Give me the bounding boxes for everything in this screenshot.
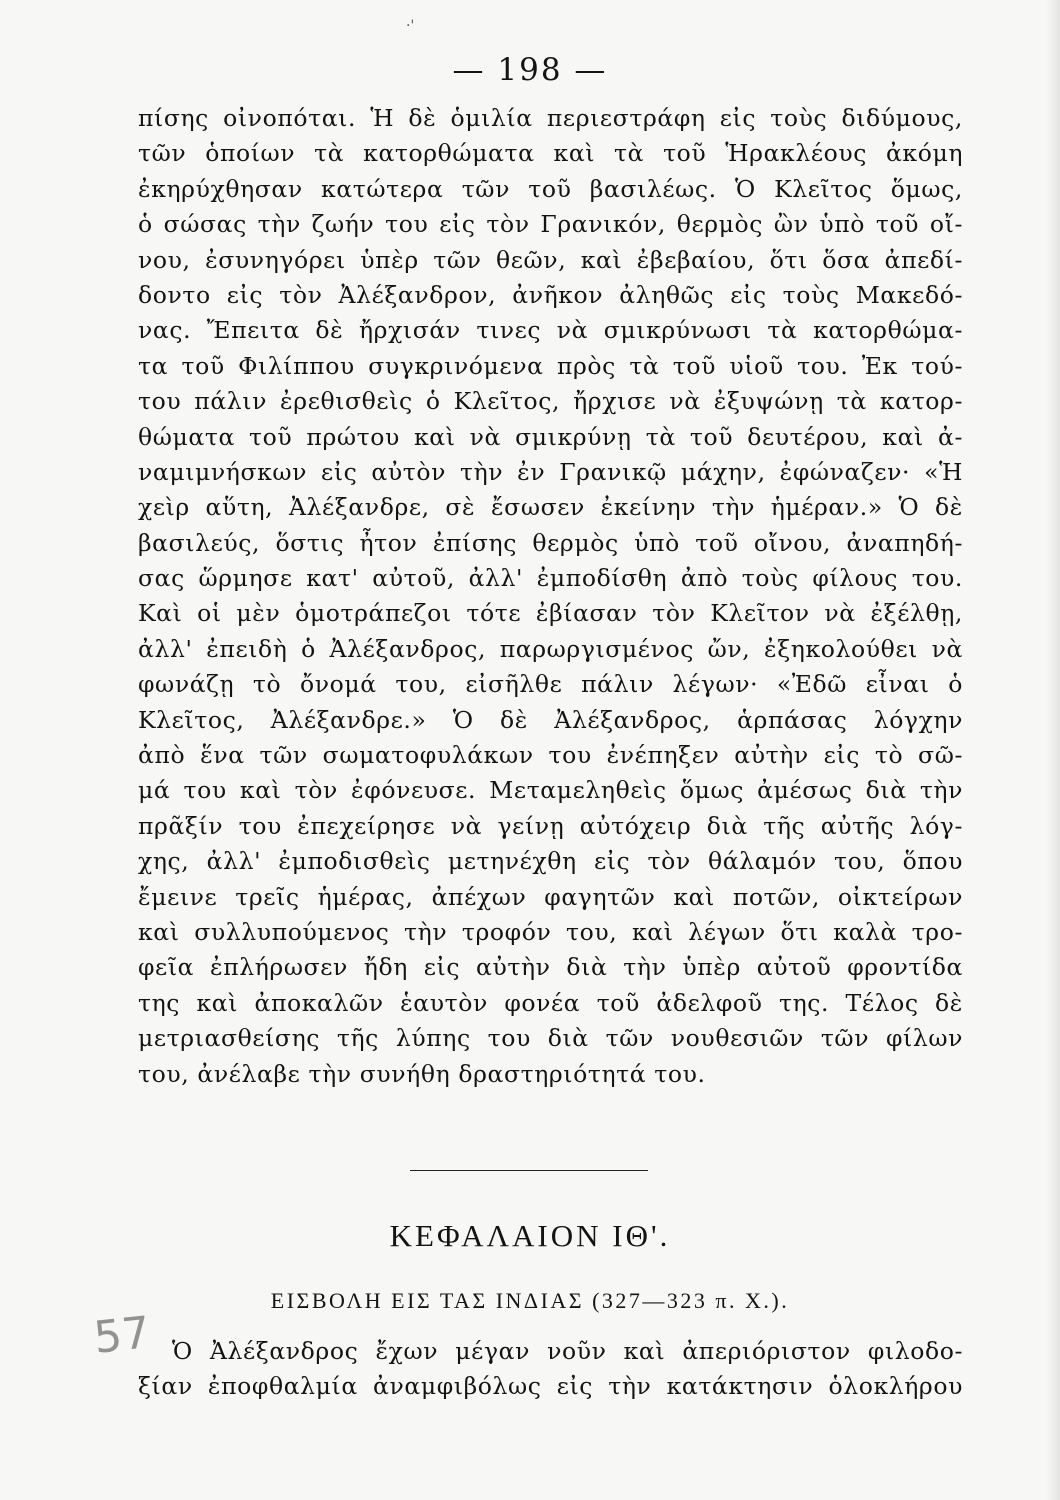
text-line: Καὶ οἱ μὲν ὁμοτράπεζοι τότε ἐβίασαν τὸν Κλεῖτον νὰ ἐξέλθῃ, <box>138 599 963 628</box>
text-line: τῶν ὁποίων τὰ κατορθώματα καὶ τὰ τοῦ Ἡρακλέους ἀκόμη <box>138 139 963 168</box>
text-line: νου, ἐσυνηγόρει ὑπὲρ τῶν θεῶν, καὶ ἐβεβαίου, ὅτι ὅσα ἀπεδί- <box>138 245 963 274</box>
text-line: Κλεῖτος, Ἀλέξανδρε.» Ὁ δὲ Ἀλέξανδρος, ἁρπάσας λόγχην <box>138 705 963 734</box>
text-line: δοντο εἰς τὸν Ἀλέξανδρον, ἀνῆκον ἀληθῶς εἰς τοὺς Μακεδό- <box>138 280 963 309</box>
text-line: πρᾶξίν του ἐπεχείρησε νὰ γείνῃ αὐτόχειρ διὰ τῆς αὐτῆς λόγ- <box>138 811 963 840</box>
text-line: φωνάζῃ τὸ ὄνομά του, εἰσῆλθε πάλιν λέγων· «Ἐδῶ εἶναι ὁ <box>138 670 963 699</box>
text-line: ἔμεινε τρεῖς ἡμέρας, ἀπέχων φαγητῶν καὶ ποτῶν, οἰκτείρων <box>138 882 963 911</box>
text-line: ναμιμνήσκων εἰς αὐτὸν τὴν ἐν Γρανικῷ μάχην, ἐφώναζεν· «Ἡ <box>138 457 963 486</box>
text-line: μετριασθείσης τῆς λύπης του διὰ τῶν νουθεσιῶν τῶν φίλων <box>138 1024 963 1053</box>
page-number: — 198 — <box>452 52 608 88</box>
handwritten-margin-note: 57 <box>91 1307 153 1364</box>
text-line: μά του καὶ τὸν ἐφόνευσε. Μεταμεληθεὶς ὅμως ἀμέσως διὰ τὴν <box>138 776 963 805</box>
text-line: του πάλιν ἐρεθισθεὶς ὁ Κλεῖτος, ἤρχισε νὰ ἐξυψώνῃ τὰ κατορ- <box>138 387 963 416</box>
text-line: ξίαν ἐποφθαλμία ἀναμφιβόλως εἰς τὴν κατάκτησιν ὁλοκλήρου <box>138 1372 963 1401</box>
section-divider <box>410 1170 648 1171</box>
text-line: χεὶρ αὕτη, Ἀλέξανδρε, σὲ ἔσωσεν ἐκείνην τὴν ἡμέραν.» Ὁ δὲ <box>138 493 963 522</box>
text-line: βασιλεύς, ὅστις ἦτον ἐπίσης θερμὸς ὑπὸ τοῦ οἴνου, ἀναπηδή- <box>138 528 963 557</box>
body-paragraph <box>138 101 963 1092</box>
scan-edge-shadow <box>1046 0 1060 1500</box>
text-line: ἐκηρύχθησαν κατώτερα τῶν τοῦ βασιλέως. Ὁ Κλεῖτος ὅμως, <box>138 174 963 203</box>
text-line: νας. Ἔπειτα δὲ ἤρχισάν τινες νὰ σμικρύνωσι τὰ κατορθώμα- <box>138 316 963 345</box>
chapter-opening-paragraph <box>138 1334 963 1405</box>
text-line: ὁ σώσας τὴν ζωήν του εἰς τὸν Γρανικόν, θερμὸς ὢν ὑπὸ τοῦ οἴ- <box>138 210 963 239</box>
text-line: πίσης οἰνοπόται. Ἡ δὲ ὁμιλία περιεστράφη εἰς τοὺς διδύμους, <box>138 104 963 132</box>
text-line: τα τοῦ Φιλίππου συγκρινόμενα πρὸς τὰ τοῦ υἱοῦ του. Ἐκ τού- <box>138 351 963 380</box>
text-line: του, ἀνέλαβε τὴν συνήθη δραστηριότητά του. <box>138 1059 706 1088</box>
text-line: Ὁ Ἀλέξανδρος ἔχων μέγαν νοῦν καὶ ἀπεριόριστον φιλοδο- <box>172 1337 963 1365</box>
chapter-subtitle: ΕΙΣΒΟΛΗ ΕΙΣ ΤΑΣ ΙΝΔΙΑΣ (327—323 π. Χ.). <box>270 1288 790 1313</box>
text-line: ἀλλ' ἐπειδὴ ὁ Ἀλέξανδρος, παρωργισμένος ὤν, ἐξηκολούθει νὰ <box>138 634 963 663</box>
ink-speck: ·' <box>406 18 415 34</box>
text-line: της καὶ ἀποκαλῶν ἑαυτὸν φονέα τοῦ ἀδελφοῦ της. Τέλος δὲ <box>138 988 963 1017</box>
chapter-title: ΚΕΦΑΛΑΙΟΝ ΙΘ'. <box>389 1218 671 1253</box>
text-line: ἀπὸ ἕνα τῶν σωματοφυλάκων του ἐνέπηξεν αὐτὴν εἰς τὸ σῶ- <box>138 741 963 770</box>
text-line: θώματα τοῦ πρώτου καὶ νὰ σμικρύνῃ τὰ τοῦ δευτέρου, καὶ ἀ- <box>138 422 963 451</box>
text-line: χης, ἀλλ' ἐμποδισθεὶς μετηνέχθη εἰς τὸν θάλαμόν του, ὅπου <box>138 847 963 876</box>
text-line: φεῖα ἐπλήρωσεν ἤδη εἰς αὐτὴν διὰ τὴν ὑπὲρ αὐτοῦ φροντίδα <box>138 953 963 982</box>
text-line: σας ὥρμησε κατ' αὐτοῦ, ἀλλ' ἐμποδίσθη ἀπὸ τοὺς φίλους του. <box>138 564 963 593</box>
text-line: καὶ συλλυπούμενος τὴν τροφόν του, καὶ λέγων ὅτι καλὰ τρο- <box>138 917 963 946</box>
